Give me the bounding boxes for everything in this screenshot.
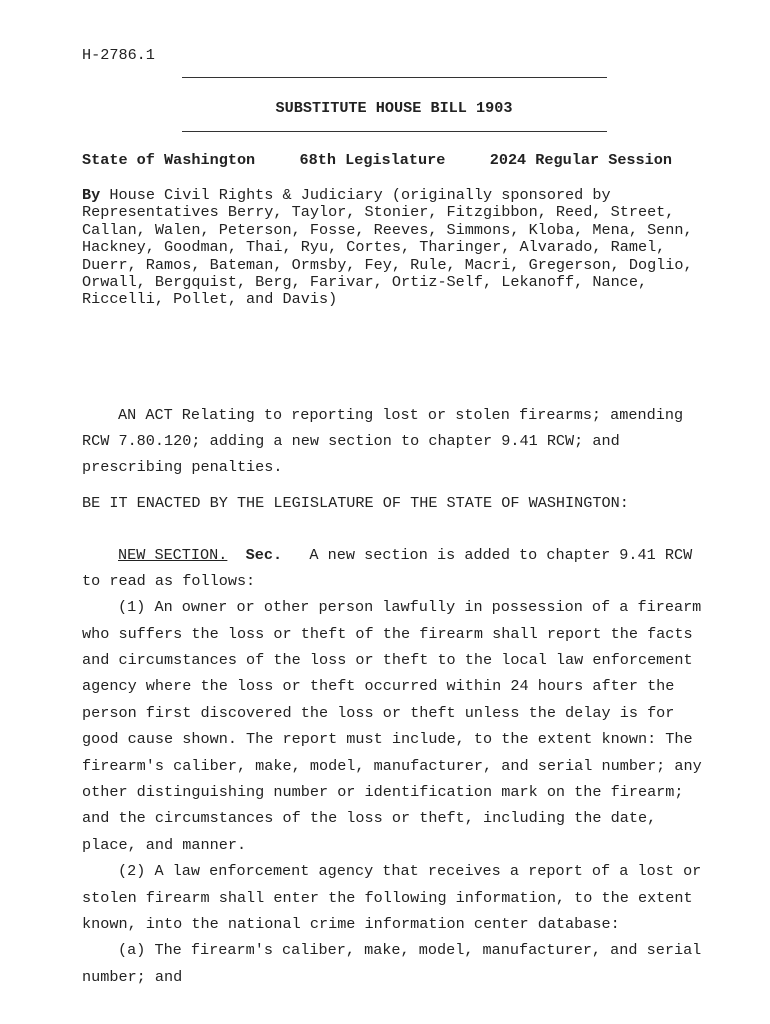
body-line: other distinguishing number or identification mark on the firearm;: [82, 783, 684, 801]
enacting-clause: BE IT ENACTED BY THE LEGISLATURE OF THE STATE OF WASHINGTON:: [82, 494, 629, 512]
bill-title: SUBSTITUTE HOUSE BILL 1903: [275, 99, 513, 117]
body-line: who suffers the loss or theft of the firearm shall report the facts: [82, 625, 693, 643]
act-line: AN ACT Relating to reporting lost or stolen firearms; amending: [118, 406, 684, 424]
legislature-number: 68th Legislature: [299, 151, 446, 169]
act-line: prescribing penalties.: [82, 458, 283, 476]
body-line: firearm's caliber, make, model, manufacturer, and serial number; any: [82, 757, 702, 775]
body-line: (2) A law enforcement agency that receives a report of a lost or: [118, 862, 702, 880]
act-line: RCW 7.80.120; adding a new section to chapter 9.41 RCW; and: [82, 432, 620, 450]
title-rule-bottom: [182, 131, 607, 132]
body-line: (1) An owner or other person lawfully in possession of a firearm: [118, 598, 702, 616]
body-line: good cause shown. The report must include, to the extent known: The: [82, 730, 693, 748]
session-name: 2024 Regular Session: [489, 151, 672, 169]
body-line: and circumstances of the loss or theft to the local law enforcement: [82, 651, 693, 669]
sponsors-text: House Civil Rights & Judiciary (originally sponsored by Representatives Berry, Taylor, Stonier, Fitzgibbon, Reed, Street, Callan, Walen, Peterson, Fosse, Reeves, Simmons, Kloba, Mena, Senn, Hackney, Goodman, Thai, Ryu, Cortes, Tharinger, Alvarado, Ramel, Duerr, Ramos, Bateman, Ormsby, Fey, Rule, Macri, Gregerson, Doglio, Orwall, Bergquist, Berg, Farivar, Ortiz-Self, Lekanoff, Nance, Riccelli, Pollet, and Davis): [82, 186, 693, 309]
section-intro-first: A new section is added to chapter 9.41 RCW: [309, 546, 693, 564]
section-heading: [82, 546, 692, 564]
body-line: and the circumstances of the loss or theft, including the date,: [82, 809, 657, 827]
state-name: State of Washington: [82, 151, 256, 169]
body-line: known, into the national crime information center database:: [82, 915, 620, 933]
body-line: stolen firearm shall enter the following information, to the extent: [82, 889, 693, 907]
section-intro-second: to read as follows:: [82, 572, 256, 590]
by-label: By: [82, 186, 101, 204]
session-line: [82, 151, 672, 169]
sponsors-block: [82, 187, 722, 309]
sec-label: Sec.: [245, 546, 283, 564]
body-line: (a) The firearm's caliber, make, model, manufacturer, and serial: [118, 941, 702, 959]
body-line: person first discovered the loss or theft unless the delay is for: [82, 704, 675, 722]
new-section-label: NEW SECTION.: [118, 546, 228, 564]
bill-id: H-2786.1: [82, 46, 155, 64]
title-rule-top: [182, 77, 607, 78]
body-line: agency where the loss or theft occurred within 24 hours after the: [82, 677, 675, 695]
body-line: number; and: [82, 968, 183, 986]
body-line: place, and manner.: [82, 836, 247, 854]
